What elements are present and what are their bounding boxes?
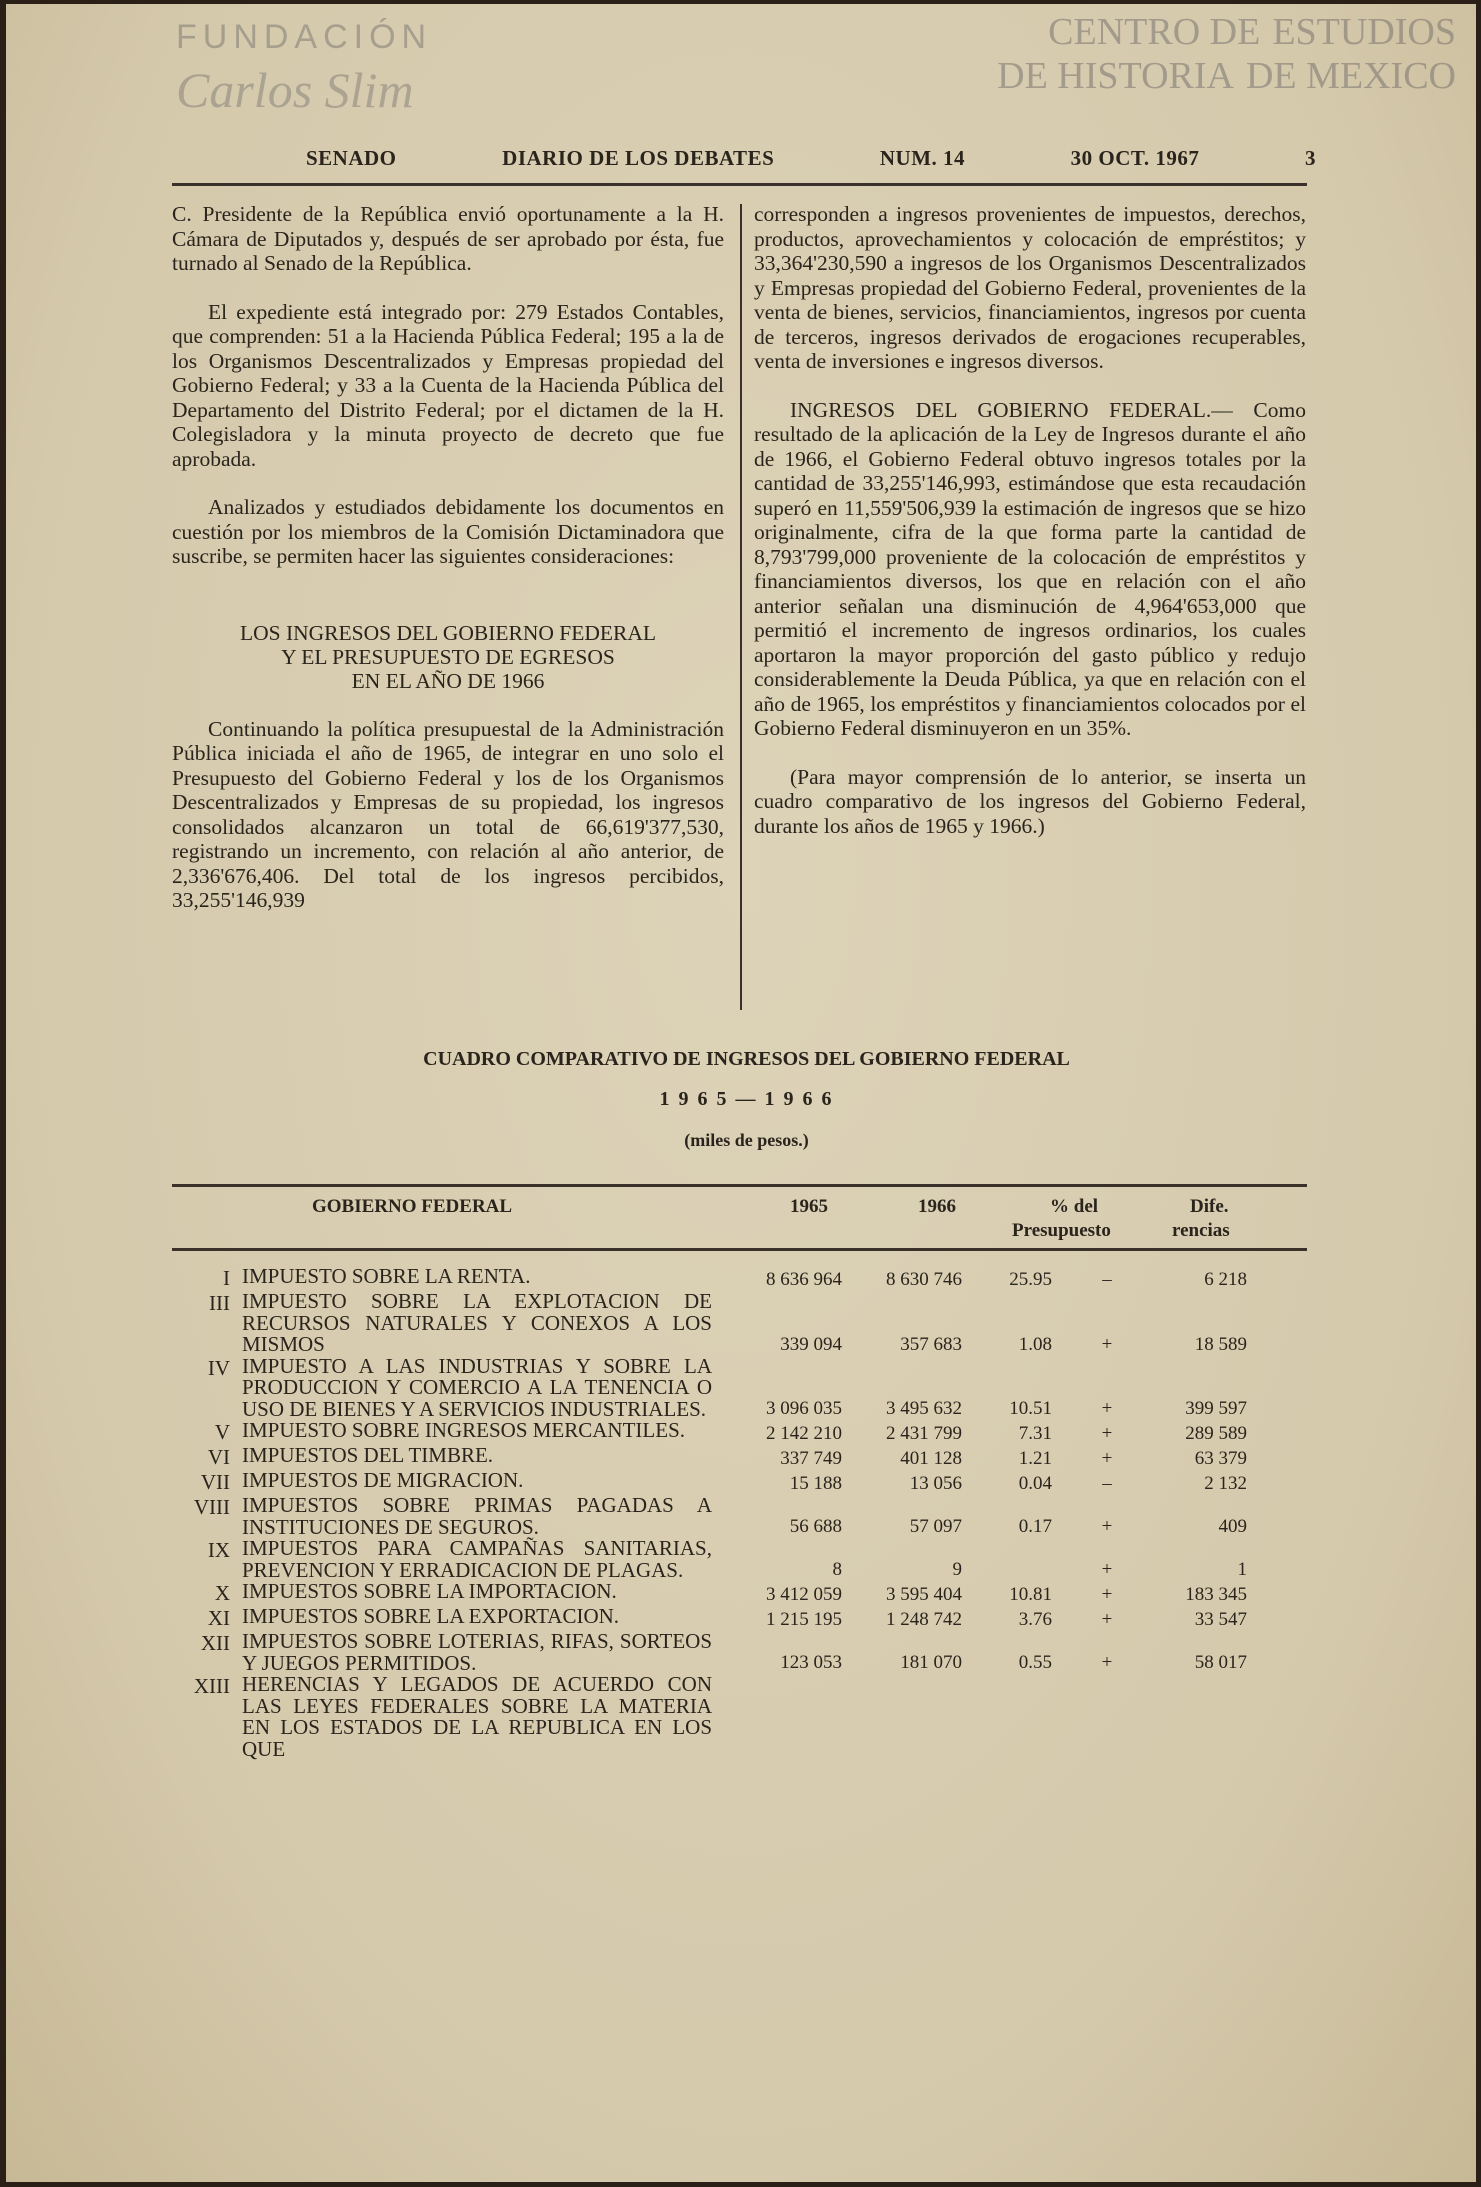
- value-1966: 13 056: [909, 1473, 962, 1494]
- row-number: VIII: [193, 1495, 230, 1519]
- row-label: IMPUESTO SOBRE LA EXPLOTACION DE RECURSOS NATURALES Y CONEXOS A LOS MISMOS: [242, 1289, 712, 1356]
- table-row: [172, 1581, 1307, 1606]
- value-1965: 1 215 195: [766, 1609, 842, 1630]
- row-number: XI: [207, 1606, 230, 1630]
- header-num: NUM. 14: [879, 146, 966, 170]
- value-1965: 2 142 210: [766, 1423, 842, 1444]
- value-sign: +: [1101, 1584, 1113, 1605]
- column-divider: [740, 204, 742, 1010]
- row-label: IMPUESTO SOBRE INGRESOS MERCANTILES.: [242, 1418, 685, 1442]
- section-title-line: LOS INGRESOS DEL GOBIERNO FEDERAL: [239, 620, 657, 645]
- row-number: IV: [207, 1355, 230, 1380]
- value-sign: –: [1102, 1473, 1112, 1494]
- value-dif: 1: [1237, 1559, 1247, 1580]
- value-dif: 183 345: [1185, 1584, 1247, 1605]
- row-label: HERENCIAS Y LEGADOS DE ACUERDO CON LAS LEYES FEDERALES SOBRE LA MATERIA EN LOS ESTADOS DE LA REPUBLICA EN LOS QUE: [242, 1672, 712, 1761]
- row-label: IMPUESTOS SOBRE LA EXPORTACION.: [242, 1604, 620, 1628]
- row-number: IX: [207, 1538, 230, 1562]
- table-units: (miles de pesos.): [684, 1130, 809, 1150]
- paragraph: Continuando la política presupuestal de la Administración Pública iniciada el año de 1965, de integrar en uno solo el Presupuesto del Gobierno Federal y los de los Organismos Descentralizados y Empresas de su propiedad, los ingresos consolidados alcanzaron un total de 66,619'377,530, registrando un incremento, con relación al año anterior, de 2,336'676,406. Del total de los ingresos percibidos, 33,255'146,939: [172, 716, 724, 912]
- value-pct: 0.55: [1018, 1652, 1052, 1673]
- col-header-pct: % del: [1050, 1196, 1099, 1217]
- watermark-fundacion: FUNDACIÓN: [176, 18, 433, 56]
- watermark-row: [985, 54, 1456, 98]
- value-1965: 337 749: [780, 1448, 842, 1469]
- value-1965: 339 094: [780, 1333, 842, 1355]
- row-label: IMPUESTOS PARA CAMPAÑAS SANITARIAS, PREVENCION Y ERRADICACION DE PLAGAS.: [242, 1536, 712, 1582]
- value-dif: 409: [1218, 1516, 1247, 1537]
- section-title-line: EN EL AÑO DE 1966: [351, 668, 545, 693]
- table-row: [172, 1606, 1307, 1631]
- table-row: [172, 1445, 1307, 1470]
- value-pct: 0.04: [1018, 1473, 1052, 1494]
- value-pct: 10.51: [1009, 1398, 1052, 1419]
- table-row: [172, 1266, 1307, 1291]
- value-sign: +: [1101, 1559, 1113, 1580]
- table-row: [172, 1470, 1307, 1495]
- table-row: [172, 1495, 1307, 1538]
- left-column: [172, 202, 724, 937]
- value-1966: 401 128: [900, 1448, 962, 1469]
- value-dif: 18 589: [1194, 1333, 1247, 1355]
- table-years: 1 9 6 5 — 1 9 6 6: [659, 1088, 834, 1110]
- value-1966: 3 495 632: [886, 1398, 962, 1419]
- value-1965: 15 188: [789, 1473, 842, 1494]
- paragraph: corresponden a ingresos provenientes de impuestos, derechos, productos, aprovechamientos y colocación de empréstitos; y 33,364'230,590 a ingresos de los Organismos Descentralizados y Empresas propiedad del Gobierno Federal, provenientes de la venta de bienes, servicios, financiamientos, ingresos por cuenta de terceros, ingresos derivados de erogaciones recuperables, venta de inversiones e ingresos diversos.: [754, 202, 1306, 373]
- row-number: III: [209, 1291, 230, 1315]
- table-row: [172, 1420, 1307, 1445]
- section-title-line: Y EL PRESUPUESTO DE EGRESOS: [281, 644, 615, 669]
- value-1965: 8: [832, 1559, 842, 1580]
- row-label: IMPUESTOS SOBRE LA IMPORTACION.: [242, 1579, 617, 1603]
- document-page: [6, 4, 1476, 2182]
- value-1966: 2 431 799: [886, 1423, 962, 1444]
- row-label: IMPUESTOS SOBRE LOTERIAS, RIFAS, SORTEOS Y JUEGOS PERMITIDOS.: [242, 1629, 712, 1675]
- watermark-signature: Carlos Slim: [176, 62, 414, 118]
- table-row: [172, 1353, 1307, 1421]
- value-sign: –: [1102, 1269, 1112, 1290]
- value-1966: 3 595 404: [886, 1584, 962, 1605]
- col-header-concepto: GOBIERNO FEDERAL: [312, 1196, 513, 1217]
- paragraph: INGRESOS DEL GOBIERNO FEDERAL.— Como resultado de la aplicación de la Ley de Ingresos durante el año de 1966, el Gobierno Federal obtuvo ingresos totales por la cantidad de 33,255'146,993, estimándose que esta recaudación superó en 11,559'506,939 la estimación de ingresos que se hizo originalmente, cifra de la que forma parte la cantidad de 8,793'799,000 proveniente de la colocación de empréstitos y financiamientos diversos, los que en relación con el año anterior señalan una disminución de 4,964'653,000 que permitió el incremento de ingresos ordinarios, los cuales aportaron la mayor proporción del gasto público y redujo considerablemente la Deuda Pública, ya que en relación con el año de 1965, los empréstitos y financiamientos colocados por el Gobierno Federal disminuyeron en un 35%.: [754, 397, 1306, 740]
- col-header-rencias: rencias: [1172, 1220, 1230, 1241]
- watermark-line: ESTUDIOS: [1272, 11, 1456, 53]
- value-1965: 3 412 059: [766, 1584, 842, 1605]
- value-dif: 58 017: [1194, 1652, 1247, 1673]
- table-row: [172, 1631, 1307, 1674]
- value-1965: 56 688: [789, 1516, 842, 1537]
- value-sign: +: [1101, 1516, 1113, 1537]
- value-1965: 3 096 035: [766, 1398, 842, 1419]
- row-label: IMPUESTOS DEL TIMBRE.: [242, 1443, 494, 1467]
- row-number: VI: [207, 1445, 230, 1469]
- watermark-line: DE HISTORIA: [997, 55, 1234, 97]
- value-sign: +: [1101, 1398, 1113, 1419]
- table-bottom-rule: [172, 1248, 1307, 1251]
- value-dif: 399 597: [1185, 1398, 1247, 1419]
- value-1966: 9: [952, 1559, 962, 1580]
- header-pagina: 3: [1305, 146, 1316, 170]
- value-dif: 6 218: [1204, 1269, 1247, 1290]
- value-sign: +: [1101, 1448, 1113, 1469]
- table-body: [172, 1266, 1307, 1760]
- row-label: IMPUESTOS DE MIGRACION.: [242, 1468, 524, 1492]
- col-header-presupuesto: Presupuesto: [1012, 1220, 1111, 1241]
- table-title: CUADRO COMPARATIVO DE INGRESOS DEL GOBIERNO FEDERAL: [423, 1048, 1070, 1070]
- paragraph: El expediente está integrado por: 279 Estados Contables, que comprenden: 51 a la Hacienda Pública Federal; 195 a la de los Organismos Descentralizados y Empresas propiedad del Gobierno Federal; y 33 a la Cuenta de la Hacienda Pública del Departamento del Distrito Federal; por el dictamen de la H. Colegisladora y la minuta proyecto de decreto que fue aprobada.: [172, 299, 724, 471]
- row-label: IMPUESTO A LAS INDUSTRIAS Y SOBRE LA PRODUCCION Y COMERCIO A LA TENENCIA O USO DE BIENES Y A SERVICIOS INDUSTRIALES.: [242, 1353, 712, 1421]
- value-pct: 10.81: [1009, 1584, 1052, 1605]
- col-header-1966: 1966: [918, 1196, 956, 1217]
- value-sign: +: [1101, 1333, 1113, 1355]
- header-fecha: 30 OCT. 1967: [1070, 146, 1200, 170]
- row-number: X: [214, 1581, 230, 1605]
- row-number: I: [223, 1266, 230, 1290]
- table-row: [172, 1674, 1307, 1760]
- value-1966: 357 683: [900, 1333, 962, 1355]
- watermark-centro-estudios: [985, 10, 1456, 98]
- value-pct: 1.21: [1018, 1448, 1052, 1469]
- row-number: XIII: [193, 1674, 230, 1698]
- paragraph: (Para mayor comprensión de lo anterior, se inserta un cuadro comparativo de los ingresos del Gobierno Federal, durante los años de 1965 y 1966.): [754, 764, 1306, 838]
- section-title: [172, 621, 724, 693]
- value-pct: 25.95: [1009, 1269, 1052, 1290]
- value-pct: 1.08: [1018, 1333, 1052, 1355]
- header-rule: [172, 183, 1307, 186]
- page-header: [306, 146, 1316, 171]
- header-senado: SENADO: [306, 146, 397, 170]
- value-1966: 1 248 742: [886, 1609, 962, 1630]
- value-pct: 3.76: [1018, 1609, 1052, 1630]
- value-sign: +: [1101, 1652, 1113, 1673]
- table-row: [172, 1538, 1307, 1581]
- value-1965: 8 636 964: [766, 1269, 842, 1290]
- value-sign: +: [1101, 1609, 1113, 1630]
- value-1966: 181 070: [900, 1652, 962, 1673]
- value-pct: 7.31: [1018, 1423, 1052, 1444]
- header-diario: DIARIO DE LOS DEBATES: [502, 146, 775, 170]
- right-column: [754, 202, 1306, 862]
- value-1966: 8 630 746: [886, 1269, 962, 1290]
- row-number: VII: [200, 1470, 230, 1494]
- value-dif: 63 379: [1194, 1448, 1247, 1469]
- table-header: [172, 1187, 1307, 1249]
- row-number: XII: [200, 1631, 230, 1655]
- watermark-line: CENTRO DE: [1048, 11, 1261, 53]
- table-row: [172, 1291, 1307, 1356]
- watermark-line: DE MEXICO: [1245, 55, 1456, 97]
- paragraph: C. Presidente de la República envió oportunamente a la H. Cámara de Diputados y, después de ser aprobado por ésta, fue turnado al Senado de la República.: [172, 202, 724, 275]
- row-label: IMPUESTO SOBRE LA RENTA.: [242, 1264, 531, 1288]
- row-number: V: [214, 1420, 230, 1444]
- value-dif: 2 132: [1204, 1473, 1247, 1494]
- value-pct: 0.17: [1018, 1516, 1052, 1537]
- value-dif: 289 589: [1185, 1423, 1247, 1444]
- value-sign: +: [1101, 1423, 1113, 1444]
- value-1965: 123 053: [780, 1652, 842, 1673]
- col-header-dif: Dife.: [1190, 1196, 1229, 1217]
- paragraph: Analizados y estudiados debidamente los documentos en cuestión por los miembros de la Comisión Dictaminadora que suscribe, se permiten hacer las siguientes consideraciones:: [172, 495, 724, 568]
- value-dif: 33 547: [1194, 1609, 1247, 1630]
- watermark-row: [985, 10, 1456, 54]
- col-header-1965: 1965: [790, 1196, 828, 1217]
- row-label: IMPUESTOS SOBRE PRIMAS PAGADAS A INSTITUCIONES DE SEGUROS.: [242, 1493, 712, 1539]
- value-1966: 57 097: [909, 1516, 962, 1537]
